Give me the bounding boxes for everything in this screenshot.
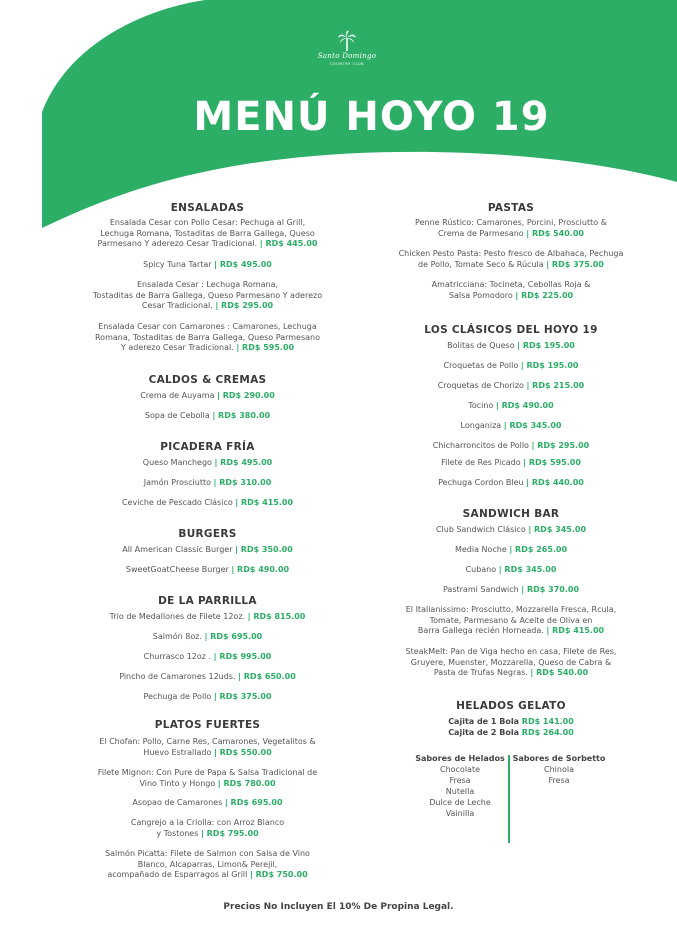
menu-item: Ensalada Cesar : Lechuga Romana, Tostaditas de Barra Gallega, Queso Parmesano Y aderezo Cesar Tradicional. | RD$ 295.00 <box>92 280 323 310</box>
menu-item: Crema de Auyama | RD$ 290.00 <box>140 391 275 400</box>
menu-item: All American Classic Burger | RD$ 350.00 <box>122 545 293 554</box>
sorbetto-flavor-list <box>512 753 606 786</box>
menu-item: Jamón Prosciutto | RD$ 310.00 <box>143 478 272 487</box>
sorbetto-flavor-heading: Sabores de Sorbetto <box>512 754 606 763</box>
menu-item: Pechuga de Pollo | RD$ 375.00 <box>143 692 272 701</box>
gelato-price-line: Cajita de 1 Bola RD$ 141.00 <box>448 717 574 726</box>
section-title-picadera: PICADERA FRÍA <box>160 441 255 453</box>
section-title-burgers: BURGERS <box>178 528 237 540</box>
menu-item: Chicharroncitos de Pollo | RD$ 295.00 <box>432 441 590 450</box>
section-title-pastas: PASTAS <box>487 202 535 214</box>
logo-sub-text: COUNTRY CLUB <box>329 62 365 66</box>
menu-item: Tocino | RD$ 490.00 <box>468 401 554 410</box>
menu-item: Cangrejo a la Criolla: con Arroz Blanco y Tostones | RD$ 795.00 <box>130 818 285 838</box>
logo-script-text: Santo Domingo <box>317 52 377 60</box>
flavor-item: Dulce de Leche <box>429 798 491 807</box>
gelato-price-line: Cajita de 2 Bola RD$ 264.00 <box>448 728 574 737</box>
flavor-item: Fresa <box>548 776 570 785</box>
menu-item: Ensalada Cesar con Camarones : Camarones, Lechuga Romana, Tostaditas de Barra Gallega, Queso Parmesano Y aderezo Cesar Tradicional. | RD$ 595.00 <box>94 322 321 352</box>
menu-item: Churrasco 12oz . | RD$ 995.00 <box>143 652 272 661</box>
menu-item: Ensalada Cesar con Pollo Cesar: Pechuga al Grill, Lechuga Romana, Tostaditas de Barra Gallega, Queso Parmesano Y aderezo Cesar Tradicional. | RD$ 445.00 <box>97 218 318 248</box>
menu-item: Media Noche | RD$ 265.00 <box>454 545 568 554</box>
flavor-item: Vainilla <box>445 809 475 818</box>
menu-item: Filete de Res Picado | RD$ 595.00 <box>441 458 581 467</box>
menu-item: Salmón Picatta: Filete de Salmon con Salsa de Vino Blanco, Alcaparras, Limon& Perejil, acompañado de Esparragos al Grill | RD$ 750.00 <box>105 849 310 879</box>
menu-item: Queso Manchego | RD$ 495.00 <box>142 458 273 467</box>
flavor-divider <box>508 755 510 843</box>
palm-tree-icon <box>338 30 356 52</box>
menu-item: Sopa de Cebolla | RD$ 380.00 <box>144 411 271 420</box>
flavor-item: Fresa <box>449 776 471 785</box>
section-title-clasicos: LOS CLÁSICOS DEL HOYO 19 <box>424 324 598 336</box>
menu-item: Asopao de Camarones | RD$ 695.00 <box>132 798 283 807</box>
menu-item: Club Sandwich Clásico | RD$ 345.00 <box>435 525 587 534</box>
menu-item: El Chofan: Pollo, Carne Res, Camarones, Vegetalitos & Huevo Estrallado | RD$ 550.00 <box>99 737 316 757</box>
menu-item: Filete Mignon: Con Pure de Papa & Salsa Tradicional de Vino Tinto y Hongo | RD$ 780.00 <box>97 768 318 788</box>
menu-item: Amatricciana: Tocineta, Cebollas Roja & Salsa Pomodoro | RD$ 225.00 <box>431 280 591 300</box>
menu-item: Bolitas de Queso | RD$ 195.00 <box>447 341 575 350</box>
menu-item: Spicy Tuna Tartar | RD$ 495.00 <box>143 260 272 269</box>
menu-item: Pechuga Cordon Bleu | RD$ 440.00 <box>438 478 584 487</box>
menu-item: Pincho de Camarones 12uds. | RD$ 650.00 <box>119 672 296 681</box>
menu-item: Croquetas de Chorizo | RD$ 215.00 <box>437 381 585 390</box>
menu-item: Croquetas de Pollo | RD$ 195.00 <box>443 361 579 370</box>
menu-item: Chicken Pesto Pasta: Pesto fresco de Albahaca, Pechuga de Pollo, Tomate Seco & Rúcula | RD$ 375.00 <box>398 249 624 269</box>
section-title-parrilla: DE LA PARRILLA <box>158 595 257 607</box>
menu-item: Trio de Medallones de Filete 12oz. | RD$ 815.00 <box>109 612 306 621</box>
flavor-item: Chinola <box>544 765 574 774</box>
footer-note: Precios No Incluyen El 10% De Propina Legal. <box>223 902 454 912</box>
menu-item: El Italianissimo: Prosciutto, Mozzarella Fresca, Rcula, Tomate, Parmesano & Aceite de Oliva en Barra Gallega recién Horneada. | RD$ 415.00 <box>405 605 617 635</box>
flavor-item: Nutella <box>445 787 475 796</box>
helados-flavor-list <box>410 753 510 819</box>
section-title-fuertes: PLATOS FUERTES <box>154 719 261 731</box>
helados-flavor-heading: Sabores de Helados <box>415 754 505 763</box>
menu-item: Pastrami Sandwich | RD$ 370.00 <box>442 585 580 594</box>
menu-item: SteakMelt: Pan de Viga hecho en casa, Filete de Res, Gruyere, Muenster, Mozzarella, Queso de Cabra & Pasta de Trufas Negras. | RD$ 540.00 <box>405 647 617 677</box>
menu-title: MENÚ HOYO 19 <box>193 94 550 140</box>
menu-item: Salmón 8oz. | RD$ 695.00 <box>152 632 263 641</box>
section-title-sandwich: SANDWICH BAR <box>462 508 560 520</box>
menu-item: Ceviche de Pescado Clásico | RD$ 415.00 <box>121 498 294 507</box>
menu-item: SweetGoatCheese Burger | RD$ 490.00 <box>125 565 290 574</box>
club-logo <box>302 30 392 72</box>
menu-item: Penne Rústico: Camarones, Porcini, Prosciutto & Crema de Parmesano | RD$ 540.00 <box>415 218 607 238</box>
section-title-ensaladas: ENSALADAS <box>170 202 245 214</box>
menu-item: Longaniza | RD$ 345.00 <box>460 421 562 430</box>
menu-item: Cubano | RD$ 345.00 <box>465 565 557 574</box>
section-title-helados: HELADOS GELATO <box>456 700 566 712</box>
flavor-item: Chocolate <box>439 765 481 774</box>
section-title-caldos: CALDOS & CREMAS <box>148 374 267 386</box>
